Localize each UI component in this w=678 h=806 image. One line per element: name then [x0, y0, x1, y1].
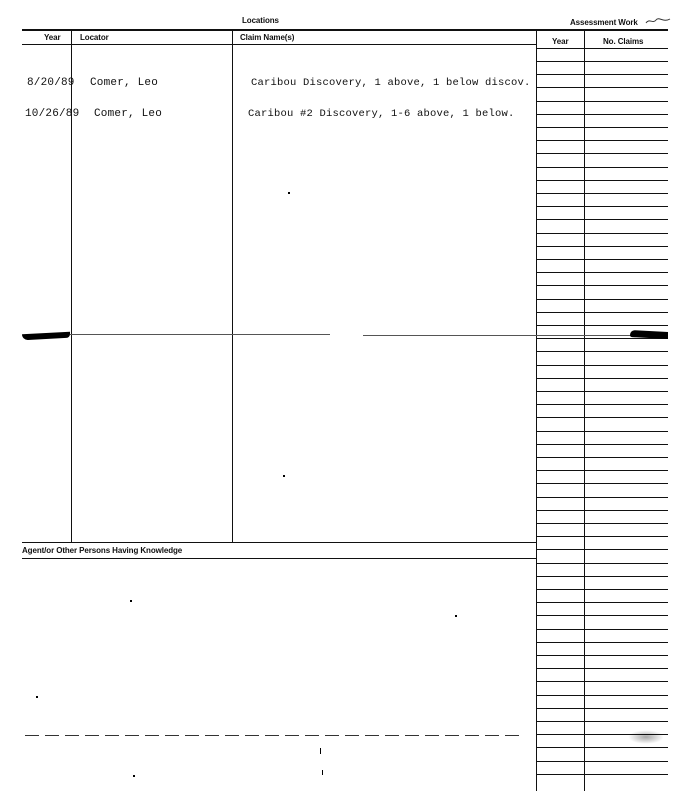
aw-row-rule	[537, 497, 668, 498]
speck	[320, 748, 321, 754]
locations-title: Locations	[242, 16, 279, 25]
divider-year-locator	[71, 29, 72, 543]
aw-row-rule	[537, 668, 668, 669]
record-2-locator: Comer, Leo	[94, 108, 163, 120]
aw-row-rule	[537, 444, 668, 445]
aw-row-rule	[537, 695, 668, 696]
aw-row-rule	[537, 470, 668, 471]
agent-top-rule	[22, 542, 537, 543]
speck	[288, 192, 290, 194]
aw-row-rule	[537, 655, 668, 656]
aw-row-rule	[537, 153, 668, 154]
aw-row-rule	[537, 140, 668, 141]
speck	[455, 615, 457, 617]
header-bottom-rule-right	[537, 48, 668, 49]
aw-row-rule	[537, 391, 668, 392]
col-header-year: Year	[44, 33, 61, 42]
aw-row-rule	[537, 101, 668, 102]
agent-title-rule	[22, 558, 537, 559]
aw-row-rule	[537, 602, 668, 603]
aw-row-rule	[537, 206, 668, 207]
aw-row-rule	[537, 615, 668, 616]
aw-row-rule	[537, 87, 668, 88]
aw-row-rule	[537, 114, 668, 115]
faint-rule	[25, 735, 520, 736]
aw-row-rule	[537, 523, 668, 524]
aw-row-rule	[537, 365, 668, 366]
aw-row-rule	[537, 721, 668, 722]
aw-row-rule	[537, 167, 668, 168]
agent-section-title: Agent/or Other Persons Having Knowledge	[22, 546, 183, 555]
aw-row-rule	[537, 127, 668, 128]
aw-row-rule	[537, 312, 668, 313]
col-header-locator: Locator	[80, 33, 109, 42]
record-1-locator: Comer, Leo	[90, 77, 159, 89]
aw-row-rule	[537, 299, 668, 300]
aw-row-rule	[537, 259, 668, 260]
smudge	[628, 730, 664, 744]
aw-row-rule	[537, 536, 668, 537]
aw-row-rule	[537, 325, 668, 326]
aw-row-rule	[537, 74, 668, 75]
aw-row-rule	[537, 351, 668, 352]
aw-row-rule	[537, 233, 668, 234]
record-1-claims: Caribou Discovery, 1 above, 1 below discov.	[251, 77, 531, 89]
speck	[130, 600, 132, 602]
aw-row-rule	[537, 378, 668, 379]
aw-row-rule	[537, 180, 668, 181]
aw-row-rule	[537, 549, 668, 550]
aw-row-rule	[537, 563, 668, 564]
divider-locator-claims	[232, 29, 233, 543]
aw-row-rule	[537, 681, 668, 682]
aw-row-rule	[537, 431, 668, 432]
page-fold-line	[70, 334, 330, 335]
aw-row-rule	[537, 417, 668, 418]
speck	[36, 696, 38, 698]
aw-row-rule	[537, 576, 668, 577]
header-top-rule	[22, 29, 668, 31]
aw-row-rule	[537, 404, 668, 405]
aw-row-rule	[537, 338, 668, 339]
col-header-aw-year: Year	[552, 37, 569, 46]
assessment-work-title: Assessment Work	[570, 18, 638, 27]
divider-aw-year-claims	[584, 29, 585, 791]
divider-claims-aw	[536, 29, 537, 791]
record-2-year: 10/26/89	[25, 108, 80, 120]
scan-mark-left	[22, 332, 70, 341]
aw-row-rule	[537, 457, 668, 458]
aw-row-rule	[537, 642, 668, 643]
aw-row-rule	[537, 629, 668, 630]
aw-row-rule	[537, 761, 668, 762]
aw-row-rule	[537, 272, 668, 273]
col-header-claim-names: Claim Name(s)	[240, 33, 295, 42]
header-bottom-rule-left	[22, 44, 537, 45]
speck	[283, 475, 285, 477]
page-fold-line-right	[363, 335, 631, 336]
aw-row-rule	[537, 747, 668, 748]
record-2-claims: Caribou #2 Discovery, 1-6 above, 1 below.	[248, 108, 515, 120]
aw-row-rule	[537, 193, 668, 194]
aw-row-rule	[537, 510, 668, 511]
speck	[322, 770, 323, 775]
aw-row-rule	[537, 589, 668, 590]
col-header-aw-no-claims: No. Claims	[603, 37, 644, 46]
aw-row-rule	[537, 61, 668, 62]
aw-row-rule	[537, 774, 668, 775]
speck	[133, 775, 135, 777]
record-1-year: 8/20/89	[27, 77, 75, 89]
handwritten-scribble	[645, 12, 671, 20]
aw-row-rule	[537, 219, 668, 220]
aw-row-rule	[537, 708, 668, 709]
aw-row-rule	[537, 483, 668, 484]
aw-row-rule	[537, 285, 668, 286]
aw-row-rule	[537, 246, 668, 247]
